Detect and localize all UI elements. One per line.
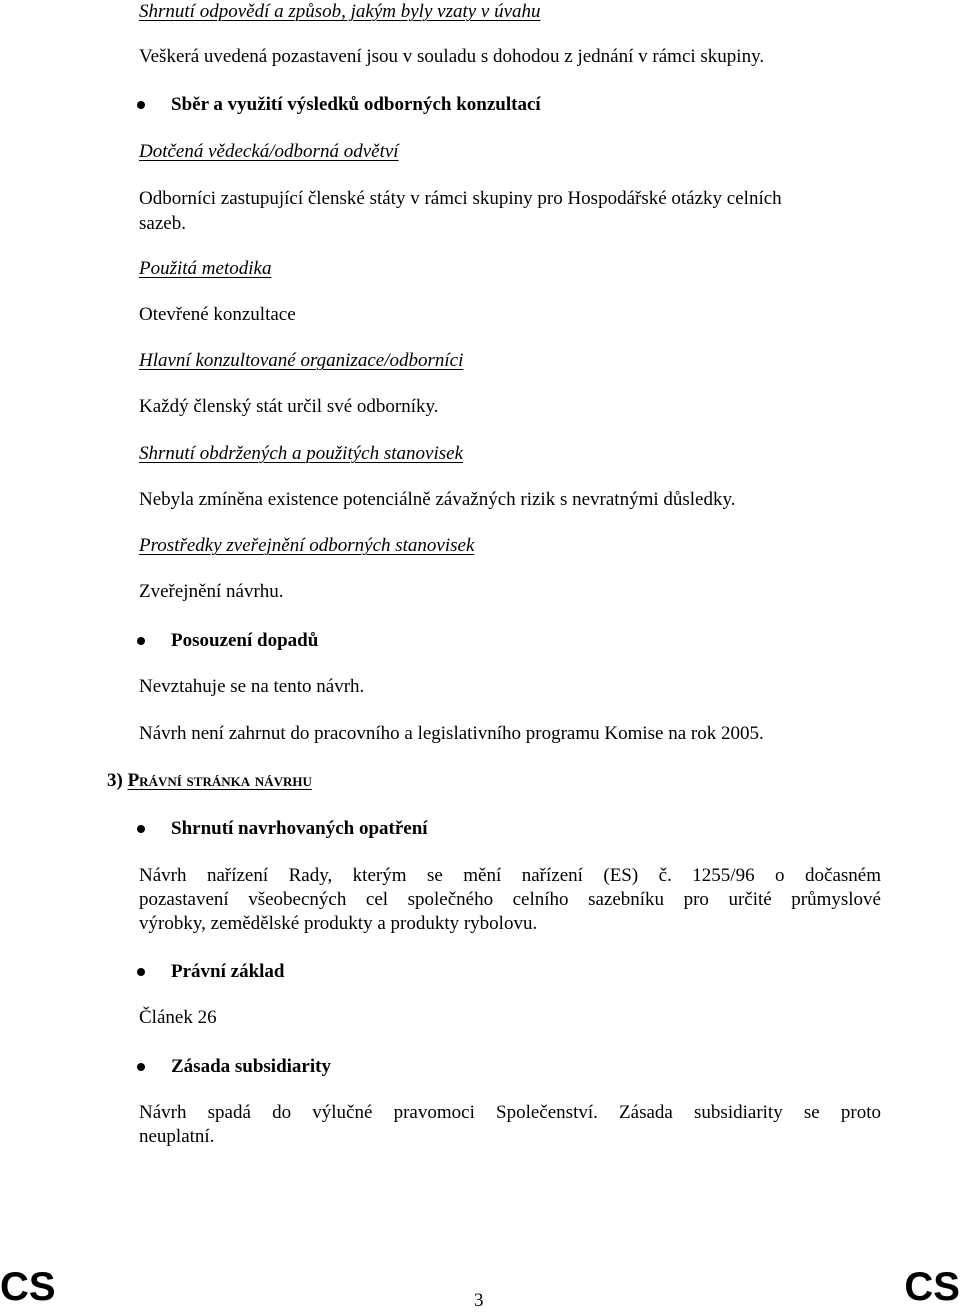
heading-impact-assessment: Posouzení dopadů xyxy=(171,630,319,651)
paragraph-legal-basis: Článek 26 xyxy=(139,1007,217,1028)
bullet-icon xyxy=(137,637,145,645)
bullet-icon xyxy=(137,825,145,833)
paragraph-publication: Zveřejnění návrhu. xyxy=(139,581,284,602)
bullet-icon xyxy=(137,968,145,976)
paragraph-experts-line2: sazeb. xyxy=(139,213,186,234)
paragraph-measures-line3: výrobky, zemědělské produkty a produkty rybolovu. xyxy=(139,913,538,934)
section-heading-legal xyxy=(107,769,312,793)
paragraph-opinions: Nebyla zmíněna existence potenciálně závažných rizik s nevratnými důsledky. xyxy=(139,489,736,510)
subheading-publication: Prostředky zveřejnění odborných stanovisek xyxy=(139,535,475,556)
subheading-responses: Shrnutí odpovědí a způsob, jakým byly vzaty v úvahu xyxy=(139,1,541,22)
heading-expert-consultation: Sběr a využití výsledků odborných konzultací xyxy=(171,94,541,115)
subheading-organisations: Hlavní konzultované organizace/odborníci xyxy=(139,350,464,371)
bullet-icon xyxy=(137,101,145,109)
page-number: 3 xyxy=(474,1290,484,1311)
section-title: Právní stránka návrhu xyxy=(127,770,312,791)
footer-language-code-left: CS xyxy=(0,1265,56,1309)
paragraph-impact-1: Nevztahuje se na tento návrh. xyxy=(139,676,365,697)
paragraph-suspensions: Veškerá uvedená pozastavení jsou v souladu s dohodou z jednání v rámci skupiny. xyxy=(139,46,765,67)
subheading-methodology: Použitá metodika xyxy=(139,258,272,279)
subheading-opinions: Shrnutí obdržených a použitých stanovisek xyxy=(139,443,464,464)
paragraph-experts-line1: Odborníci zastupující členské státy v rámci skupiny pro Hospodářské otázky celních xyxy=(139,188,782,209)
paragraph-subsidiarity-line1: Návrh spadá do výlučné pravomoci Společenství. Zásada subsidiarity se proto xyxy=(139,1102,881,1123)
paragraph-measures-line1: Návrh nařízení Rady, kterým se mění nařízení (ES) č. 1255/96 o dočasném xyxy=(139,865,881,886)
bullet-icon xyxy=(137,1063,145,1071)
heading-subsidiarity: Zásada subsidiarity xyxy=(171,1056,331,1077)
paragraph-organisations: Každý členský stát určil své odborníky. xyxy=(139,396,439,417)
paragraph-measures-line2: pozastavení všeobecných cel společného celního sazebníku pro určité průmyslové xyxy=(139,889,881,910)
paragraph-subsidiarity-line2: neuplatní. xyxy=(139,1126,215,1147)
paragraph-impact-2: Návrh není zahrnut do pracovního a legislativního programu Komise na rok 2005. xyxy=(139,723,764,744)
heading-proposed-measures: Shrnutí navrhovaných opatření xyxy=(171,818,428,839)
section-number: 3) xyxy=(107,770,128,791)
footer-language-code-right: CS xyxy=(904,1265,960,1309)
subheading-fields: Dotčená vědecká/odborná odvětví xyxy=(139,141,399,162)
paragraph-methodology: Otevřené konzultace xyxy=(139,304,296,325)
heading-legal-basis: Právní základ xyxy=(171,961,285,982)
